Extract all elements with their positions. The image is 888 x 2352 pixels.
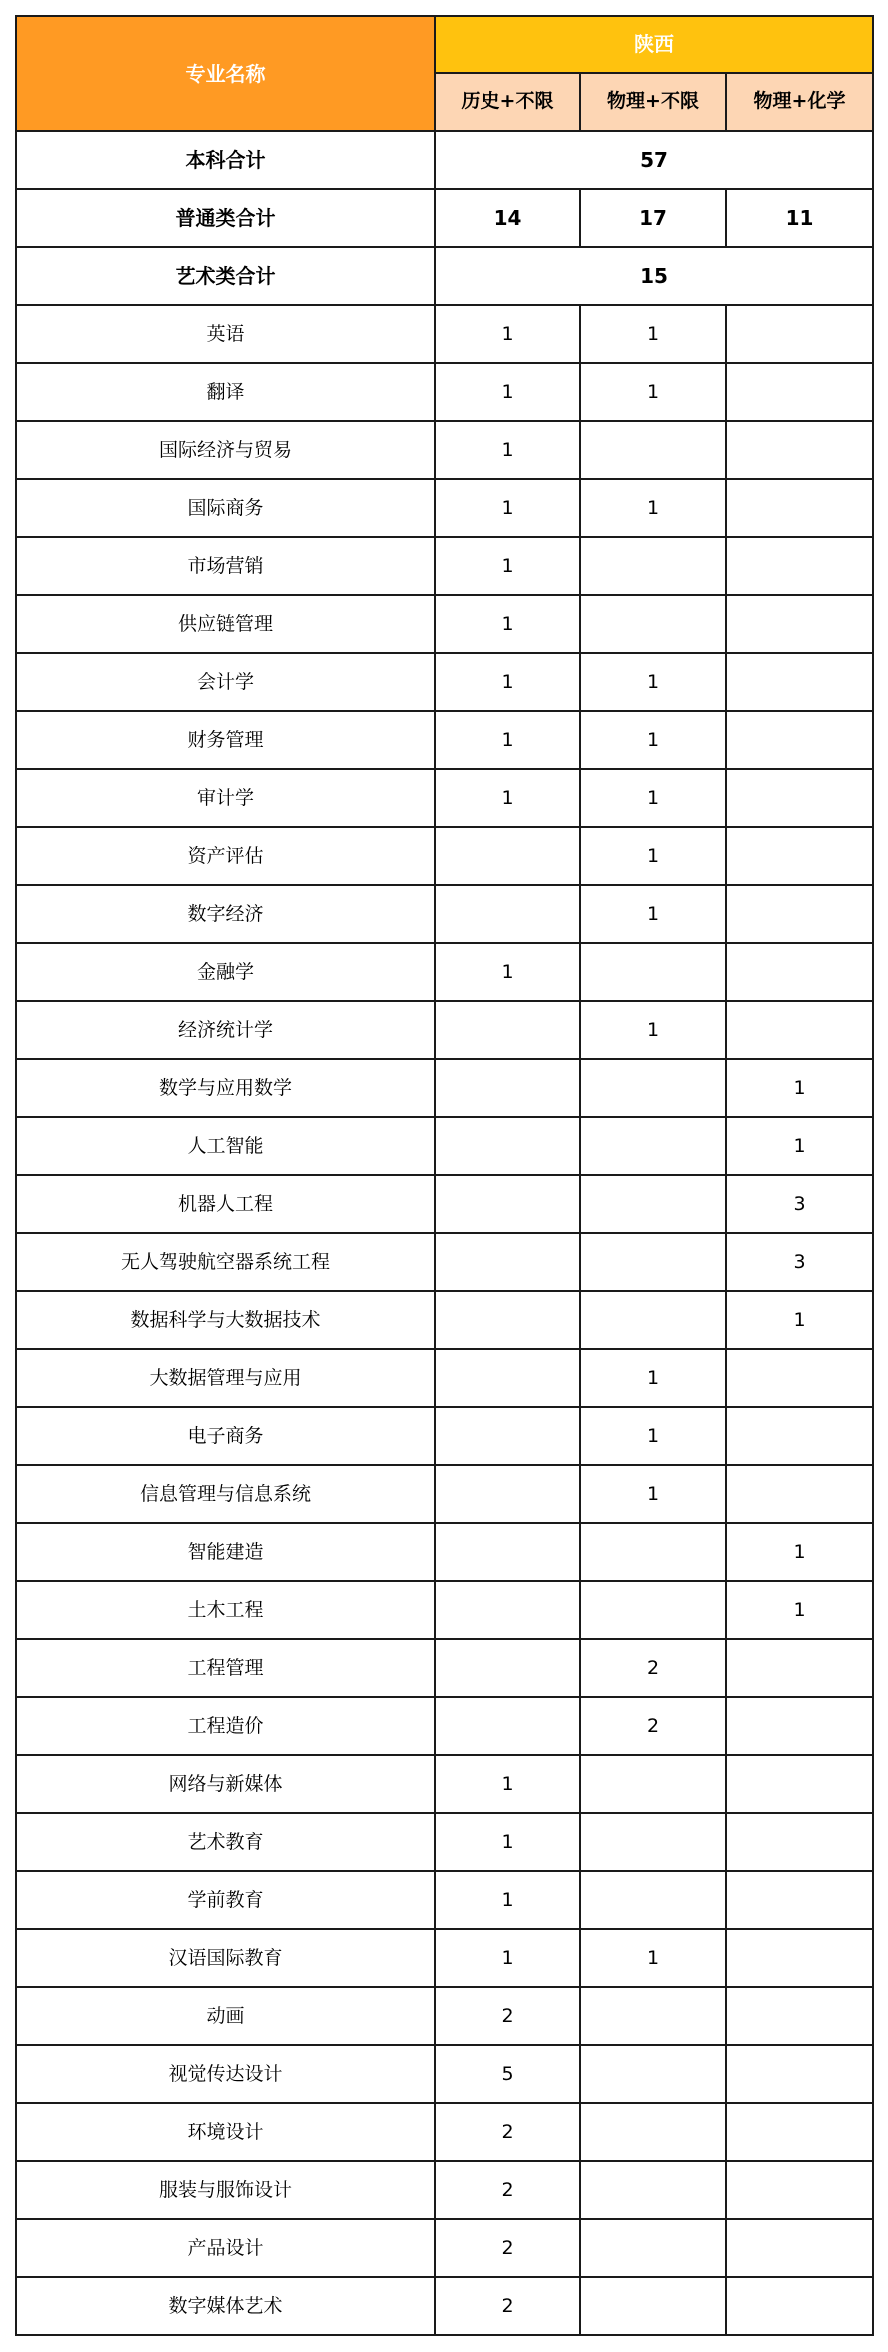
quota-cell-history xyxy=(435,1581,580,1639)
quota-cell-history: 1 xyxy=(435,305,580,363)
major-name-cell: 无人驾驶航空器系统工程 xyxy=(16,1233,435,1291)
quota-cell-physics xyxy=(580,1059,726,1117)
table-row xyxy=(16,305,873,363)
quota-cell-history xyxy=(435,1697,580,1755)
quota-cell-history: 5 xyxy=(435,2045,580,2103)
quota-cell-physics-chemistry xyxy=(726,827,873,885)
major-name-cell: 人工智能 xyxy=(16,1117,435,1175)
quota-cell-physics: 1 xyxy=(580,479,726,537)
quota-cell-physics-chemistry xyxy=(726,1001,873,1059)
table-row xyxy=(16,1813,873,1871)
quota-cell-physics-chemistry xyxy=(726,885,873,943)
quota-cell-physics-chemistry xyxy=(726,1813,873,1871)
quota-cell-physics: 1 xyxy=(580,827,726,885)
region-header: 陕西 xyxy=(435,16,873,73)
quota-cell-history: 1 xyxy=(435,653,580,711)
bachelor-total-value: 57 xyxy=(435,131,873,189)
subject-header-physics-chemistry: 物理+化学 xyxy=(726,73,873,131)
quota-cell-history: 1 xyxy=(435,1813,580,1871)
art-total-label: 艺术类合计 xyxy=(16,247,435,305)
major-name-cell: 大数据管理与应用 xyxy=(16,1349,435,1407)
quota-cell-history: 2 xyxy=(435,1987,580,2045)
quota-cell-physics-chemistry xyxy=(726,2161,873,2219)
quota-cell-physics-chemistry xyxy=(726,537,873,595)
major-name-cell: 工程造价 xyxy=(16,1697,435,1755)
table-row xyxy=(16,769,873,827)
table-row xyxy=(16,1117,873,1175)
quota-cell-history: 2 xyxy=(435,2277,580,2335)
quota-cell-physics-chemistry: 1 xyxy=(726,1117,873,1175)
general-total-physics: 17 xyxy=(580,189,726,247)
quota-cell-history xyxy=(435,1059,580,1117)
art-total-value: 15 xyxy=(435,247,873,305)
major-name-cell: 经济统计学 xyxy=(16,1001,435,1059)
major-name-cell: 数学与应用数学 xyxy=(16,1059,435,1117)
quota-cell-history: 1 xyxy=(435,1755,580,1813)
major-name-cell: 财务管理 xyxy=(16,711,435,769)
quota-cell-physics xyxy=(580,1581,726,1639)
major-name-cell: 会计学 xyxy=(16,653,435,711)
quota-cell-physics-chemistry xyxy=(726,711,873,769)
major-name-cell: 电子商务 xyxy=(16,1407,435,1465)
quota-cell-history xyxy=(435,1639,580,1697)
quota-cell-physics xyxy=(580,2277,726,2335)
table-row xyxy=(16,1349,873,1407)
quota-cell-physics-chemistry: 1 xyxy=(726,1291,873,1349)
quota-cell-physics-chemistry xyxy=(726,363,873,421)
table-row xyxy=(16,479,873,537)
quota-cell-physics-chemistry: 1 xyxy=(726,1523,873,1581)
major-name-cell: 数字经济 xyxy=(16,885,435,943)
quota-cell-physics xyxy=(580,1871,726,1929)
major-name-cell: 学前教育 xyxy=(16,1871,435,1929)
quota-cell-physics xyxy=(580,2161,726,2219)
quota-cell-physics: 1 xyxy=(580,769,726,827)
quota-cell-physics xyxy=(580,2219,726,2277)
table-row xyxy=(16,1175,873,1233)
quota-cell-physics-chemistry xyxy=(726,1929,873,1987)
major-name-cell: 智能建造 xyxy=(16,1523,435,1581)
quota-cell-physics: 2 xyxy=(580,1639,726,1697)
table-row xyxy=(16,711,873,769)
quota-cell-history xyxy=(435,1523,580,1581)
enrollment-plan-table xyxy=(15,15,874,2336)
quota-cell-physics xyxy=(580,595,726,653)
major-name-cell: 翻译 xyxy=(16,363,435,421)
quota-cell-physics-chemistry xyxy=(726,479,873,537)
quota-cell-physics: 1 xyxy=(580,653,726,711)
quota-cell-physics-chemistry xyxy=(726,305,873,363)
quota-cell-physics xyxy=(580,2103,726,2161)
quota-cell-physics xyxy=(580,421,726,479)
general-total-history: 14 xyxy=(435,189,580,247)
table-row xyxy=(16,1929,873,1987)
table-row xyxy=(16,1291,873,1349)
quota-cell-physics xyxy=(580,1233,726,1291)
quota-cell-physics-chemistry xyxy=(726,1755,873,1813)
quota-cell-physics: 1 xyxy=(580,1929,726,1987)
table-row xyxy=(16,943,873,1001)
major-name-cell: 机器人工程 xyxy=(16,1175,435,1233)
quota-cell-physics-chemistry xyxy=(726,2103,873,2161)
quota-cell-history: 1 xyxy=(435,479,580,537)
quota-cell-history xyxy=(435,1117,580,1175)
table-row xyxy=(16,1059,873,1117)
quota-cell-physics: 1 xyxy=(580,1001,726,1059)
quota-cell-physics: 1 xyxy=(580,305,726,363)
table-row xyxy=(16,1407,873,1465)
major-name-cell: 数字媒体艺术 xyxy=(16,2277,435,2335)
quota-cell-physics-chemistry xyxy=(726,1871,873,1929)
quota-cell-physics xyxy=(580,537,726,595)
quota-cell-history xyxy=(435,1465,580,1523)
quota-cell-history: 1 xyxy=(435,363,580,421)
major-name-header: 专业名称 xyxy=(16,16,435,131)
major-name-cell: 英语 xyxy=(16,305,435,363)
major-name-cell: 信息管理与信息系统 xyxy=(16,1465,435,1523)
major-name-cell: 产品设计 xyxy=(16,2219,435,2277)
table-row xyxy=(16,2161,873,2219)
quota-cell-physics-chemistry xyxy=(726,769,873,827)
bachelor-total-label: 本科合计 xyxy=(16,131,435,189)
subject-header-physics: 物理+不限 xyxy=(580,73,726,131)
major-name-cell: 环境设计 xyxy=(16,2103,435,2161)
quota-cell-history: 1 xyxy=(435,595,580,653)
quota-cell-physics: 1 xyxy=(580,1407,726,1465)
quota-cell-physics xyxy=(580,2045,726,2103)
quota-cell-history xyxy=(435,1175,580,1233)
quota-cell-history xyxy=(435,1001,580,1059)
quota-cell-physics-chemistry: 1 xyxy=(726,1059,873,1117)
table-row xyxy=(16,2277,873,2335)
quota-cell-physics-chemistry xyxy=(726,943,873,1001)
major-name-cell: 数据科学与大数据技术 xyxy=(16,1291,435,1349)
major-name-cell: 国际商务 xyxy=(16,479,435,537)
table-row xyxy=(16,653,873,711)
table-row xyxy=(16,595,873,653)
table-row xyxy=(16,1523,873,1581)
quota-cell-physics: 1 xyxy=(580,711,726,769)
quota-cell-history: 2 xyxy=(435,2161,580,2219)
major-name-cell: 汉语国际教育 xyxy=(16,1929,435,1987)
table-row xyxy=(16,1233,873,1291)
quota-cell-history xyxy=(435,1407,580,1465)
quota-cell-physics-chemistry xyxy=(726,1465,873,1523)
table-row xyxy=(16,827,873,885)
major-name-cell: 服装与服饰设计 xyxy=(16,2161,435,2219)
major-name-cell: 金融学 xyxy=(16,943,435,1001)
quota-cell-history: 1 xyxy=(435,711,580,769)
major-name-cell: 动画 xyxy=(16,1987,435,2045)
table-row xyxy=(16,1987,873,2045)
quota-cell-physics xyxy=(580,1813,726,1871)
major-name-cell: 网络与新媒体 xyxy=(16,1755,435,1813)
enrollment-table-container xyxy=(15,15,874,2336)
table-row xyxy=(16,1465,873,1523)
table-row xyxy=(16,885,873,943)
quota-cell-history xyxy=(435,885,580,943)
quota-cell-history xyxy=(435,1291,580,1349)
quota-cell-history xyxy=(435,1233,580,1291)
general-total-label: 普通类合计 xyxy=(16,189,435,247)
major-name-cell: 土木工程 xyxy=(16,1581,435,1639)
table-row xyxy=(16,1871,873,1929)
quota-cell-history: 1 xyxy=(435,1929,580,1987)
major-name-cell: 市场营销 xyxy=(16,537,435,595)
quota-cell-physics-chemistry xyxy=(726,1639,873,1697)
quota-cell-physics-chemistry: 3 xyxy=(726,1175,873,1233)
table-row xyxy=(16,2219,873,2277)
major-name-cell: 工程管理 xyxy=(16,1639,435,1697)
quota-cell-physics xyxy=(580,1987,726,2045)
quota-cell-physics xyxy=(580,1175,726,1233)
quota-cell-physics-chemistry xyxy=(726,1697,873,1755)
quota-cell-history xyxy=(435,1349,580,1407)
general-total-row xyxy=(16,189,873,247)
quota-cell-history xyxy=(435,827,580,885)
table-row xyxy=(16,421,873,479)
quota-cell-physics xyxy=(580,1291,726,1349)
quota-cell-physics-chemistry: 1 xyxy=(726,1581,873,1639)
table-row xyxy=(16,1581,873,1639)
table-row xyxy=(16,1697,873,1755)
quota-cell-history: 2 xyxy=(435,2219,580,2277)
table-row xyxy=(16,1755,873,1813)
quota-cell-physics xyxy=(580,1117,726,1175)
major-name-cell: 艺术教育 xyxy=(16,1813,435,1871)
quota-cell-physics-chemistry xyxy=(726,1407,873,1465)
quota-cell-physics-chemistry xyxy=(726,653,873,711)
table-row xyxy=(16,1001,873,1059)
table-row xyxy=(16,537,873,595)
quota-cell-history: 1 xyxy=(435,421,580,479)
quota-cell-physics-chemistry xyxy=(726,1349,873,1407)
quota-cell-physics: 2 xyxy=(580,1697,726,1755)
quota-cell-physics-chemistry xyxy=(726,2277,873,2335)
quota-cell-history: 1 xyxy=(435,769,580,827)
table-row xyxy=(16,363,873,421)
quota-cell-physics xyxy=(580,1523,726,1581)
quota-cell-physics-chemistry xyxy=(726,595,873,653)
subject-header-history: 历史+不限 xyxy=(435,73,580,131)
general-total-physics-chemistry: 11 xyxy=(726,189,873,247)
quota-cell-physics xyxy=(580,1755,726,1813)
major-name-cell: 国际经济与贸易 xyxy=(16,421,435,479)
quota-cell-physics-chemistry xyxy=(726,2219,873,2277)
quota-cell-physics-chemistry xyxy=(726,421,873,479)
quota-cell-physics: 1 xyxy=(580,885,726,943)
quota-cell-physics xyxy=(580,943,726,1001)
major-name-cell: 供应链管理 xyxy=(16,595,435,653)
quota-cell-physics: 1 xyxy=(580,1465,726,1523)
art-total-row xyxy=(16,247,873,305)
quota-cell-history: 2 xyxy=(435,2103,580,2161)
quota-cell-history: 1 xyxy=(435,943,580,1001)
quota-cell-physics: 1 xyxy=(580,1349,726,1407)
quota-cell-physics-chemistry xyxy=(726,1987,873,2045)
quota-cell-physics: 1 xyxy=(580,363,726,421)
bachelor-total-row xyxy=(16,131,873,189)
table-row xyxy=(16,2045,873,2103)
table-row xyxy=(16,1639,873,1697)
quota-cell-physics-chemistry xyxy=(726,2045,873,2103)
quota-cell-history: 1 xyxy=(435,1871,580,1929)
quota-cell-physics-chemistry: 3 xyxy=(726,1233,873,1291)
major-name-cell: 视觉传达设计 xyxy=(16,2045,435,2103)
quota-cell-history: 1 xyxy=(435,537,580,595)
major-name-cell: 资产评估 xyxy=(16,827,435,885)
table-row xyxy=(16,2103,873,2161)
major-name-cell: 审计学 xyxy=(16,769,435,827)
